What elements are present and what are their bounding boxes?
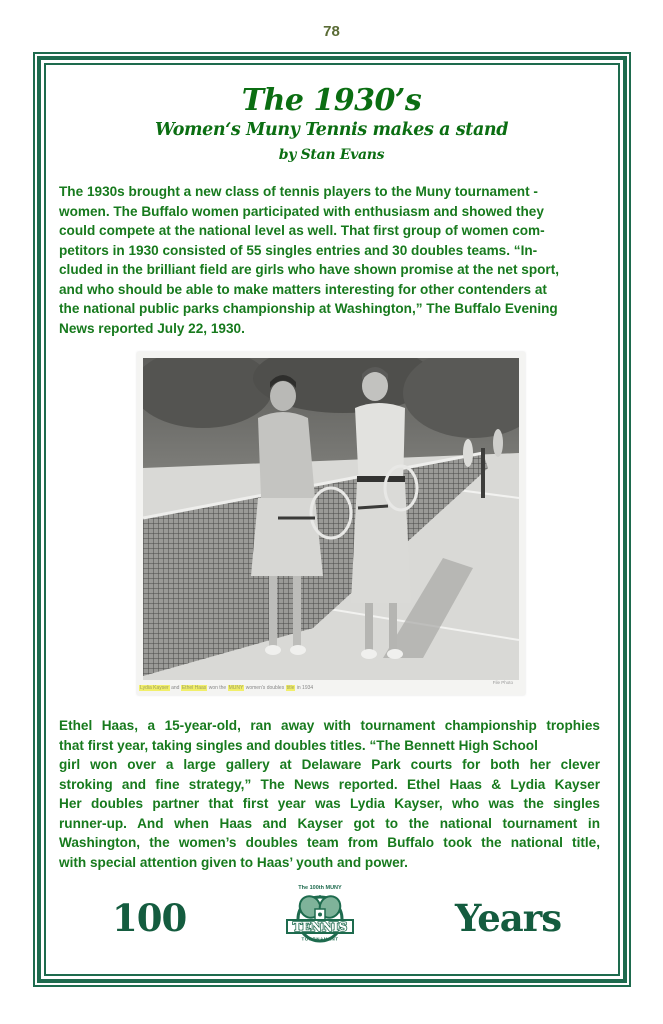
logo-bottom-text: TOURNAMENT [301, 936, 339, 942]
intro-paragraph [59, 182, 604, 338]
text-line: News reported July 22, 1930. [59, 320, 245, 336]
player-1-shoe [290, 645, 306, 655]
player-1-head [270, 381, 296, 411]
text-line: girl won over a large gallery at Delaware Park courts for both her clever [59, 757, 600, 772]
caption-part: won the [207, 685, 228, 691]
photo-credit: File Photo [492, 680, 513, 685]
article-subtitle: Women‘s Muny Tennis makes a stand [154, 120, 509, 140]
net-post [481, 448, 485, 498]
player-2-belt [357, 476, 405, 482]
caption-part: Lydia Kayser [140, 685, 169, 691]
footer-right-text: Years [455, 896, 562, 940]
logo-star [313, 896, 315, 898]
caption-part: women's doubles [244, 685, 286, 691]
footer-left-text: 100 [112, 896, 187, 940]
text-line: the national public parks championship at Washington,” The Buffalo Evening [59, 301, 558, 316]
photo-illustration [143, 358, 519, 680]
spectator [493, 429, 503, 457]
caption-part: and [169, 685, 181, 691]
article-byline: by Stan Evans [278, 147, 385, 163]
player-1-shoe [265, 645, 281, 655]
logo-banner-text: TENNIS [292, 920, 348, 934]
article-title: The 1930’s [241, 83, 422, 118]
text-line: petitors in 1930 consisted of 55 singles entries and 30 doubles teams. “In- [59, 242, 538, 258]
text-line: that first year, taking singles and doubles titles. “The Bennett High School [59, 737, 538, 753]
archival-photo [137, 352, 525, 695]
photo-caption [139, 683, 459, 694]
text-line: stroking and fine strategy,” The News reported. Ethel Haas & Lydia Kayser [59, 776, 600, 792]
player-2-shoe [387, 649, 403, 659]
player-2-shoe [361, 649, 377, 659]
player-1-blouse [258, 412, 315, 498]
text-line: runner-up. And when Haas and Kayser got to the national tournament in [59, 815, 600, 831]
tennis-logo-icon [283, 883, 357, 947]
text-line: with special attention given to Haas’ youth and power. [59, 854, 408, 870]
caption-part: Ethel Haas [181, 685, 207, 691]
logo-ball [318, 913, 322, 917]
text-line: and who should be able to make matters interesting for other contenders at [59, 281, 547, 297]
player-2-leg [365, 603, 373, 651]
logo-star [319, 895, 321, 897]
player-2-dress-top [355, 403, 405, 488]
text-line: Washington, the women’s doubles team from Buffalo took the national title, [59, 835, 600, 850]
muny-tennis-logo [283, 883, 357, 947]
player-1-leg [293, 576, 301, 646]
caption-part: title [286, 685, 295, 691]
text-line: Ethel Haas, a 15-year-old, ran away with tournament championship trophies [59, 718, 600, 733]
player-2-racquet-handle [358, 506, 388, 508]
logo-star [325, 896, 327, 898]
player-1-leg [269, 576, 277, 646]
player-2-dress-skirt [351, 482, 411, 603]
text-line: could compete at the national level as well. That first group of women com- [59, 223, 545, 238]
caption-part: MUNY [228, 685, 244, 691]
spectator [463, 439, 473, 467]
player-2-leg [389, 603, 397, 651]
text-line: Her doubles partner that first year was Lydia Kayser, who was the singles [59, 796, 600, 811]
photo-image [143, 358, 519, 680]
text-line: cluded in the brilliant field are girls who have shown promise at the net sport, [59, 262, 560, 277]
page-number: 78 [323, 23, 340, 40]
caption-part: in 1934 [295, 685, 314, 691]
text-line: The 1930s brought a new class of tennis players to the Muny tournament - [59, 184, 538, 199]
logo-top-text: The 100th MUNY [298, 885, 342, 891]
text-line: women. The Buffalo women participated with enthusiasm and showed they [59, 203, 544, 219]
body-paragraph [59, 716, 600, 872]
